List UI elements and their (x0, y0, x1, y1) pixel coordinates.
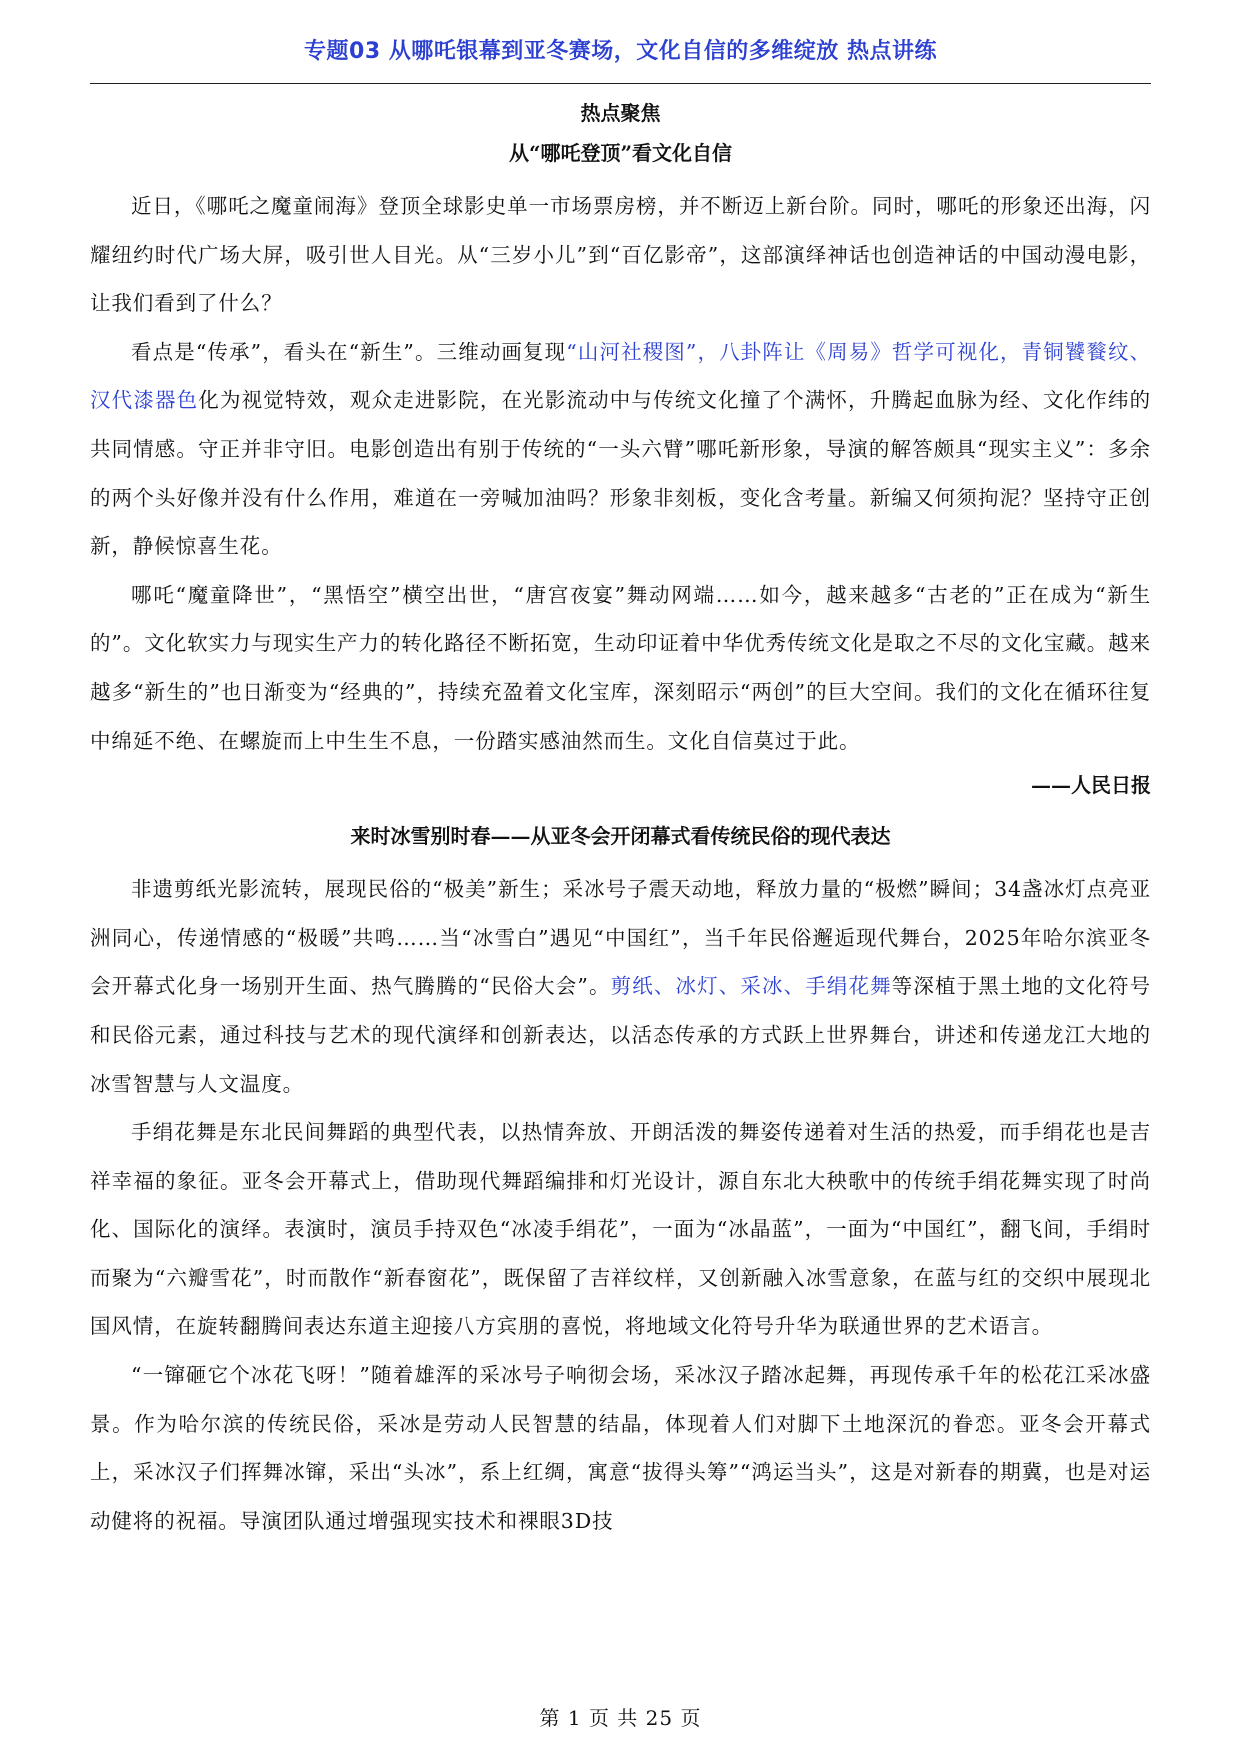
highlighted-text: 剪纸、冰灯、采冰、手绢花舞 (610, 974, 892, 999)
document-body (90, 98, 1151, 1545)
paragraph (90, 1108, 1151, 1351)
page-header-title: 专题03 从哪吒银幕到亚冬赛场，文化自信的多维绽放 热点讲练 (304, 39, 937, 64)
article-source: ——人民日报 (1031, 773, 1151, 798)
paragraph-text: 看点是“传承”，看头在“新生”。三维动画复现 (131, 339, 567, 364)
article-title-asian-winter-games: 来时冰雪别时春——从亚冬会开闭幕式看传统民俗的现代表达 (350, 824, 891, 849)
section-heading: 热点聚焦 (580, 101, 661, 125)
article-title-nezha: 从“哪吒登顶”看文化自信 (508, 141, 732, 165)
article-body-nezha (90, 182, 1151, 765)
paragraph-text: “一镩砸它个冰花飞呀！”随着雄浑的采冰号子响彻会场，采冰汉子踏冰起舞，再现传承千年的松花江采冰盛景。作为哈尔滨的传统民俗，采冰是劳动人民智慧的结晶，体现着人们对脚下土地深沉的眷恋。亚冬会开幕式上，采冰汉子们挥舞冰镩，采出“头冰”，系上红绸，寓意“拔得头筹”“鸿运当头”，这是对新春的期冀，也是对运动健将的祝福。导演团队通过增强现实技术和裸眼3D技 (90, 1363, 1151, 1533)
header-divider (90, 83, 1151, 84)
highlighted-text: “山河社稷图”，八卦阵让《周易》哲学可视化，青铜饕餮纹、汉代漆器色 (90, 339, 1151, 413)
paragraph (90, 571, 1151, 765)
paragraph (90, 865, 1151, 1108)
article-body-asian-winter-games (90, 865, 1151, 1545)
paragraph-text: 化为视觉特效，观众走进影院，在光影流动中与传统文化撞了个满怀，升腾起血脉为经、文化作纬的共同情感。守正并非守旧。电影创造出有别于传统的“一头六臂”哪吒新形象，导演的解答颇具“现实主义”：多余的两个头好像并没有什么作用，难道在一旁喊加油吗？形象非刻板，变化含考量。新编又何须拘泥？坚持守正创新，静候惊喜生花。 (90, 388, 1151, 559)
paragraph (90, 182, 1151, 328)
paragraph-text: 哪吒“魔童降世”，“黑悟空”横空出世，“唐宫夜宴”舞动网端……如今，越来越多“古老的”正在成为“新生的”。文化软实力与现实生产力的转化路径不断拓宽，生动印证着中华优秀传统文化是取之不尽的文化宝藏。越来越多“新生的”也日渐变为“经典的”，持续充盈着文化宝库，深刻昭示“两创”的巨大空间。我们的文化在循环往复中绵延不绝、在螺旋而上中生生不息，一份踏实感油然而生。文化自信莫过于此。 (90, 582, 1151, 753)
paragraph-text: 近日，《哪吒之魔童闹海》登顶全球影史单一市场票房榜，并不断迈上新台阶。同时，哪吒的形象还出海，闪耀纽约时代广场大屏，吸引世人目光。从“三岁小儿”到“百亿影帝”，这部演绎神话也创造神话的中国动漫电影，让我们看到了什么？ (90, 194, 1151, 316)
paragraph-text: 手绢花舞是东北民间舞蹈的典型代表，以热情奔放、开朗活泼的舞姿传递着对生活的热爱，而手绢花也是吉祥幸福的象征。亚冬会开幕式上，借助现代舞蹈编排和灯光设计，源自东北大秧歌中的传统手绢花舞实现了时尚化、国际化的演绎。表演时，演员手持双色“冰凌手绢花”，一面为“冰晶蓝”，一面为“中国红”，翻飞间，手绢时而聚为“六瓣雪花”，时而散作“新春窗花”，既保留了吉祥纹样，又创新融入冰雪意象，在蓝与红的交织中展现北国风情，在旋转翻腾间表达东道主迎接八方宾朋的喜悦，将地域文化符号升华为联通世界的艺术语言。 (90, 1120, 1151, 1339)
paragraph-text: 非遗剪纸光影流转，展现民俗的“极美”新生；采冰号子震天动地，释放力量的“极燃”瞬间；34盏冰灯点亮亚洲同心，传递情感的“极暖”共鸣……当“冰雪白”遇见“中国红”，当千年民俗邂逅现代舞台，2025年哈尔滨亚冬会开幕式化身一场别开生面、热气腾腾的“民俗大会”。 (90, 877, 1151, 999)
paragraph-text: 等深植于黑土地的文化符号和民俗元素，通过科技与艺术的现代演绎和创新表达，以活态传承的方式跃上世界舞台，讲述和传递龙江大地的冰雪智慧与人文温度。 (90, 974, 1151, 1096)
paragraph (90, 1351, 1151, 1545)
paragraph (90, 328, 1151, 571)
page-number: 第 1 页 共 25 页 (539, 1706, 702, 1730)
